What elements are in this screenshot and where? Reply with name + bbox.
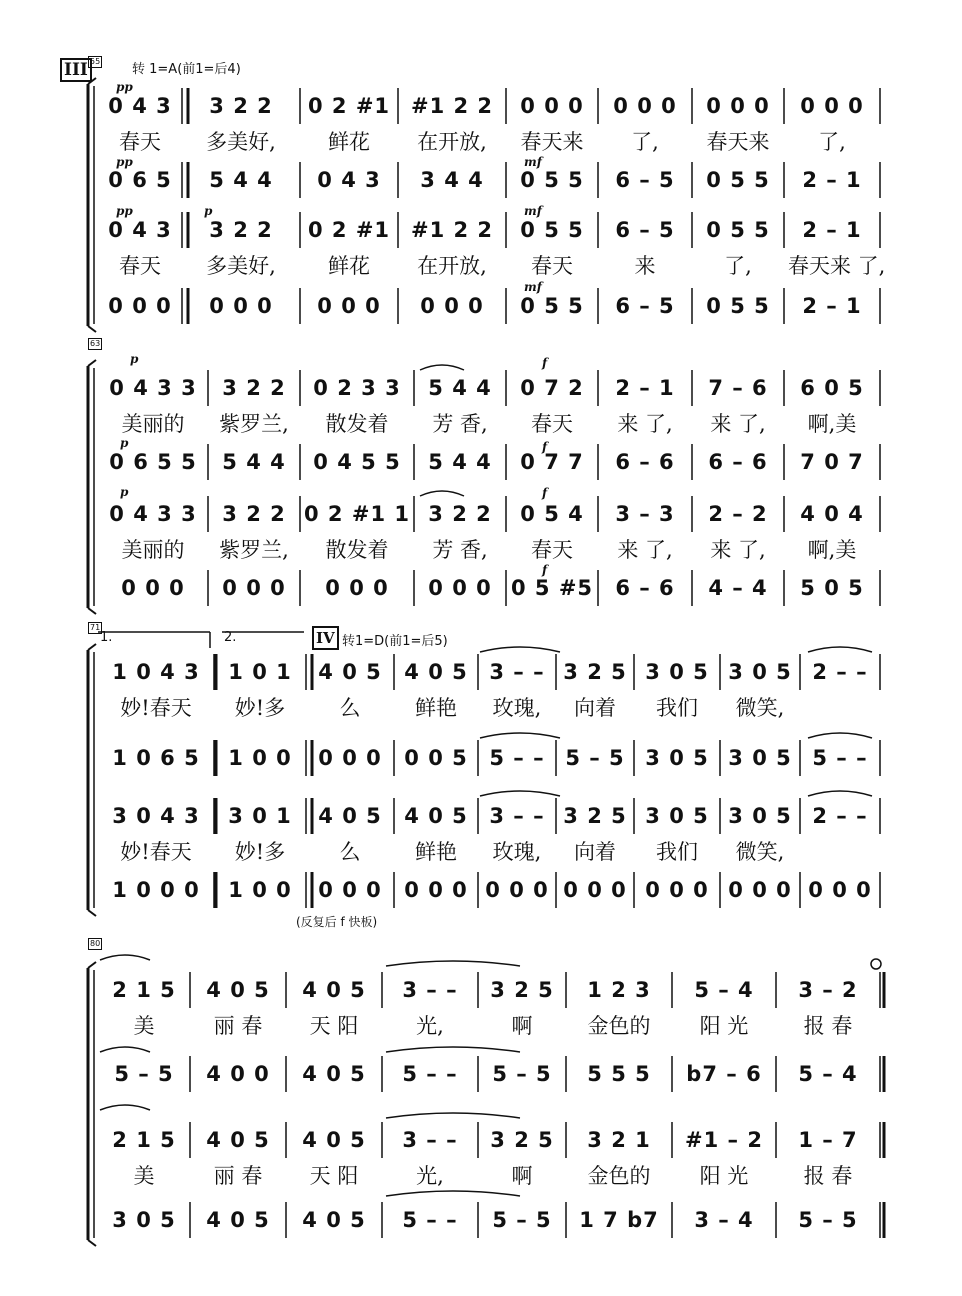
measure-notes: 3 2 2 xyxy=(222,376,286,400)
measure-notes: 6 – 6 xyxy=(615,450,675,474)
measure-notes: 3 – – xyxy=(402,1128,458,1152)
measure-notes: 5 4 4 xyxy=(428,450,492,474)
measure-notes: 0 7 7 xyxy=(520,450,584,474)
measure-lyrics: 金色的 xyxy=(587,1014,651,1038)
tie-slur xyxy=(480,733,560,738)
measure-notes: 5 – – xyxy=(489,746,545,770)
measure-lyrics: 啊,美 xyxy=(807,412,857,436)
measure-number-63: 63 xyxy=(90,339,101,348)
measure-notes: 4 0 5 xyxy=(318,660,382,684)
measure-notes: 6 – 5 xyxy=(615,218,675,242)
measure-lyrics: 光, xyxy=(416,1014,444,1038)
measure-notes: #1 2 2 xyxy=(410,94,494,118)
tie-slur xyxy=(386,1113,520,1118)
measure-notes: 3 2 2 xyxy=(209,94,273,118)
tie-slur xyxy=(480,791,560,796)
measure-lyrics: 鲜艳 xyxy=(415,696,457,720)
measure-notes: 3 0 5 xyxy=(112,1208,176,1232)
measure-notes: 5 – 4 xyxy=(694,978,754,1002)
section-marker-IV: IV xyxy=(312,626,339,650)
measure-notes: 5 – 5 xyxy=(492,1062,552,1086)
measure-notes: 5 4 4 xyxy=(222,450,286,474)
measure-lyrics: 散发着 xyxy=(325,538,389,562)
measure-notes: 5 – 5 xyxy=(798,1208,858,1232)
measure-notes: 2 – 1 xyxy=(802,294,862,318)
measure-notes: 4 0 5 xyxy=(206,1208,270,1232)
measure-lyrics: 么 xyxy=(339,696,361,720)
measure-notes: 2 – – xyxy=(812,804,868,828)
measure-lyrics: 春天 xyxy=(531,412,573,436)
measure-notes: 0 0 0 xyxy=(108,294,172,318)
measure-notes: 1 0 6 5 xyxy=(112,746,200,770)
measure-lyrics: 来 了, xyxy=(617,412,673,436)
dynamic-p-2: p xyxy=(130,352,139,366)
measure-lyrics: 紫罗兰, xyxy=(219,538,289,562)
measure-notes: 3 – – xyxy=(402,978,458,1002)
measure-lyrics: 啊 xyxy=(511,1164,533,1188)
measure-lyrics: 多美好, xyxy=(206,254,276,278)
measure-number-80: 80 xyxy=(90,939,101,948)
measure-notes: 0 0 0 xyxy=(563,878,627,902)
measure-notes: 4 0 5 xyxy=(302,1128,366,1152)
measure-notes: 4 0 0 xyxy=(206,1062,270,1086)
dynamic-f-2: f xyxy=(542,440,548,454)
measure-notes: 1 7 b7 xyxy=(579,1208,659,1232)
measure-notes: 1 0 0 xyxy=(228,878,292,902)
measure-notes: 5 0 5 xyxy=(800,576,864,600)
measure-lyrics: 春天来 了, xyxy=(788,254,886,278)
measure-notes: 0 0 0 xyxy=(428,576,492,600)
measure-notes: 0 0 0 xyxy=(800,94,864,118)
dynamic-mf-1: mf xyxy=(524,155,542,169)
measure-lyrics: 天 阳 xyxy=(309,1014,359,1038)
measure-notes: 3 – 4 xyxy=(694,1208,754,1232)
measure-notes: 0 5 5 xyxy=(706,218,770,242)
measure-notes: 4 0 5 xyxy=(404,804,468,828)
tie-slur xyxy=(420,491,464,496)
measure-notes: 4 – 4 xyxy=(708,576,768,600)
measure-notes: 3 2 5 xyxy=(490,1128,554,1152)
measure-notes: 3 0 5 xyxy=(645,746,709,770)
measure-notes: 0 4 3 xyxy=(108,218,172,242)
measure-notes: 2 – 1 xyxy=(615,376,675,400)
measure-notes: 1 2 3 xyxy=(587,978,651,1002)
measure-notes: 5 – – xyxy=(402,1208,458,1232)
dynamic-pp-3: pp xyxy=(116,204,133,218)
measure-notes: 3 2 5 xyxy=(563,660,627,684)
measure-lyrics: 了, xyxy=(818,130,846,154)
measure-lyrics: 来 xyxy=(634,254,656,278)
measure-notes: 0 0 0 xyxy=(209,294,273,318)
measure-lyrics: 春天 xyxy=(531,538,573,562)
measure-notes: 5 – 5 xyxy=(114,1062,174,1086)
measure-notes: 3 0 5 xyxy=(728,746,792,770)
measure-notes: 0 0 0 xyxy=(728,878,792,902)
measure-notes: 4 0 5 xyxy=(206,978,270,1002)
measure-notes: 0 0 0 xyxy=(520,94,584,118)
measure-lyrics: 啊 xyxy=(511,1014,533,1038)
measure-lyrics: 芳 香, xyxy=(432,538,488,562)
measure-notes: 0 6 5 xyxy=(108,168,172,192)
measure-lyrics: 妙!多 xyxy=(234,696,286,720)
measure-notes: 0 5 5 xyxy=(706,168,770,192)
measure-notes: 3 2 5 xyxy=(563,804,627,828)
measure-lyrics: 了, xyxy=(631,130,659,154)
measure-notes: 0 2 #1 xyxy=(307,218,391,242)
key-change-D: 转1=D(前1=后5) xyxy=(342,634,448,649)
measure-lyrics: 春天 xyxy=(119,130,161,154)
tie-slur xyxy=(480,647,560,652)
measure-notes: b7 – 6 xyxy=(686,1062,762,1086)
measure-lyrics: 阳 光 xyxy=(699,1164,749,1188)
measure-notes: 0 0 0 xyxy=(613,94,677,118)
measure-lyrics: 么 xyxy=(339,840,361,864)
coda-mark xyxy=(871,959,881,969)
measure-notes: 6 – 5 xyxy=(615,294,675,318)
measure-notes: 3 0 4 3 xyxy=(112,804,200,828)
measure-lyrics: 鲜花 xyxy=(328,130,370,154)
measure-notes: 0 4 3 3 xyxy=(109,376,197,400)
tie-slur xyxy=(386,1191,520,1196)
measure-notes: 2 1 5 xyxy=(112,1128,176,1152)
measure-lyrics: 报 春 xyxy=(803,1014,853,1038)
measure-notes: 4 0 4 xyxy=(800,502,864,526)
measure-lyrics: 啊,美 xyxy=(807,538,857,562)
measure-notes: 5 4 4 xyxy=(209,168,273,192)
measure-notes: 6 – 6 xyxy=(615,576,675,600)
measure-notes: 1 0 4 3 xyxy=(112,660,200,684)
measure-notes: 0 2 3 3 xyxy=(313,376,401,400)
measure-lyrics: 天 阳 xyxy=(309,1164,359,1188)
measure-notes: 2 – 1 xyxy=(802,168,862,192)
measure-notes: 3 – – xyxy=(489,804,545,828)
ending-1-label: 1. xyxy=(100,630,113,645)
measure-notes: 0 0 0 xyxy=(317,294,381,318)
measure-lyrics: 报 春 xyxy=(803,1164,853,1188)
measure-notes: 1 0 1 xyxy=(228,660,292,684)
measure-notes: 0 0 0 xyxy=(325,576,389,600)
measure-notes: 0 2 #1 1 xyxy=(304,502,410,526)
measure-lyrics: 在开放, xyxy=(417,130,487,154)
measure-number-55: 55 xyxy=(90,57,101,66)
measure-notes: 4 0 5 xyxy=(318,804,382,828)
tie-slur xyxy=(808,791,872,796)
measure-notes: 0 4 3 xyxy=(317,168,381,192)
measure-notes: 0 4 5 5 xyxy=(313,450,401,474)
measure-notes: 5 5 5 xyxy=(587,1062,651,1086)
measure-notes: 0 7 2 xyxy=(520,376,584,400)
dynamic-p-4: p xyxy=(120,485,129,499)
ending-2-label: 2. xyxy=(224,630,237,645)
measure-notes: 3 – – xyxy=(489,660,545,684)
measure-notes: 4 0 5 xyxy=(302,1062,366,1086)
key-change-A: 转 1=A(前1=后4) xyxy=(132,62,241,77)
measure-notes: 6 – 5 xyxy=(615,168,675,192)
measure-notes: 4 0 5 xyxy=(302,1208,366,1232)
measure-notes: 6 0 5 xyxy=(800,376,864,400)
bracket-bottom-curl xyxy=(88,1240,96,1246)
measure-notes: 4 0 5 xyxy=(404,660,468,684)
measure-notes: 3 0 5 xyxy=(645,804,709,828)
measure-notes: 5 4 4 xyxy=(428,376,492,400)
bracket-bottom-curl xyxy=(88,910,96,916)
measure-lyrics: 我们 xyxy=(656,840,698,864)
measure-lyrics: 美丽的 xyxy=(121,412,185,436)
measure-notes: #1 – 2 xyxy=(685,1128,763,1152)
measure-notes: 0 5 #5 xyxy=(510,576,594,600)
measure-notes: 1 0 0 xyxy=(228,746,292,770)
measure-lyrics: 妙!多 xyxy=(234,840,286,864)
measure-lyrics: 春天 xyxy=(531,254,573,278)
measure-lyrics: 微笑, xyxy=(735,696,785,720)
measure-lyrics: 阳 光 xyxy=(699,1014,749,1038)
tempo-note: (反复后 f 快板) xyxy=(296,915,378,929)
measure-notes: 0 0 0 xyxy=(121,576,185,600)
measure-lyrics: 向着 xyxy=(574,840,616,864)
measure-lyrics: 向着 xyxy=(574,696,616,720)
measure-lyrics: 妙!春天 xyxy=(120,696,192,720)
measure-notes: 3 0 5 xyxy=(728,660,792,684)
measure-notes: 0 5 5 xyxy=(520,168,584,192)
dynamic-mf-3: mf xyxy=(524,280,542,294)
measure-lyrics: 微笑, xyxy=(735,840,785,864)
bracket-top-curl xyxy=(88,78,96,84)
measure-notes: 3 2 5 xyxy=(490,978,554,1002)
measure-notes: 0 0 0 xyxy=(706,94,770,118)
measure-notes: #1 2 2 xyxy=(410,218,494,242)
measure-notes: 3 4 4 xyxy=(420,168,484,192)
measure-notes: 2 – 2 xyxy=(708,502,768,526)
bracket-top-curl xyxy=(88,360,96,366)
measure-notes: 3 – 3 xyxy=(615,502,675,526)
measure-lyrics: 金色的 xyxy=(587,1164,651,1188)
measure-lyrics: 多美好, xyxy=(206,130,276,154)
measure-notes: 4 0 5 xyxy=(302,978,366,1002)
tie-slur xyxy=(100,1105,150,1110)
measure-lyrics: 来 了, xyxy=(710,538,766,562)
measure-notes: 0 5 5 xyxy=(520,294,584,318)
measure-notes: 0 0 0 xyxy=(645,878,709,902)
measure-notes: 3 – 2 xyxy=(798,978,858,1002)
measure-notes: 3 2 2 xyxy=(428,502,492,526)
measure-notes: 0 0 5 xyxy=(404,746,468,770)
measure-lyrics: 散发着 xyxy=(325,412,389,436)
measure-notes: 5 – 5 xyxy=(492,1208,552,1232)
measure-lyrics: 丽 春 xyxy=(213,1164,263,1188)
measure-notes: 2 – 1 xyxy=(802,218,862,242)
measure-lyrics: 妙!春天 xyxy=(120,840,192,864)
measure-notes: 0 0 0 xyxy=(404,878,468,902)
measure-lyrics: 在开放, xyxy=(417,254,487,278)
measure-notes: 1 – 7 xyxy=(798,1128,858,1152)
dynamic-p-1: p xyxy=(204,204,213,218)
measure-notes: 3 2 1 xyxy=(587,1128,651,1152)
measure-lyrics: 光, xyxy=(416,1164,444,1188)
measure-lyrics: 春天来 xyxy=(706,130,770,154)
measure-notes: 6 – 6 xyxy=(708,450,768,474)
measure-lyrics: 来 了, xyxy=(617,538,673,562)
measure-lyrics: 美 xyxy=(133,1014,155,1038)
measure-notes: 5 – 5 xyxy=(565,746,625,770)
measure-notes: 3 0 5 xyxy=(645,660,709,684)
measure-notes: 0 5 5 xyxy=(706,294,770,318)
bracket-top-curl xyxy=(88,962,96,968)
measure-notes: 0 6 5 5 xyxy=(109,450,197,474)
measure-lyrics: 我们 xyxy=(656,696,698,720)
measure-lyrics: 了, xyxy=(724,254,752,278)
measure-notes: 0 4 3 3 xyxy=(109,502,197,526)
measure-lyrics: 玫瑰, xyxy=(492,840,542,864)
measure-notes: 2 1 5 xyxy=(112,978,176,1002)
bracket-bottom-curl xyxy=(88,326,96,332)
tie-slur xyxy=(100,955,150,960)
tie-slur xyxy=(386,1047,520,1052)
section-marker-III: III xyxy=(60,58,92,82)
tie-slur xyxy=(100,1047,150,1052)
measure-notes: 0 0 0 xyxy=(318,878,382,902)
measure-notes: 0 5 4 xyxy=(520,502,584,526)
tie-slur xyxy=(808,733,872,738)
measure-notes: 5 – – xyxy=(812,746,868,770)
measure-lyrics: 鲜艳 xyxy=(415,840,457,864)
measure-lyrics: 芳 香, xyxy=(432,412,488,436)
dynamic-pp-2: pp xyxy=(116,155,133,169)
measure-notes: 1 0 0 0 xyxy=(112,878,200,902)
measure-notes: 2 – – xyxy=(812,660,868,684)
measure-notes: 4 0 5 xyxy=(206,1128,270,1152)
dynamic-pp-1: pp xyxy=(116,80,133,94)
measure-lyrics: 美丽的 xyxy=(121,538,185,562)
dynamic-f-4: f xyxy=(542,563,548,577)
measure-lyrics: 春天来 xyxy=(520,130,584,154)
tie-slur xyxy=(386,961,520,966)
bracket-bottom-curl xyxy=(88,608,96,614)
measure-notes: 0 0 0 xyxy=(485,878,549,902)
measure-notes: 0 0 0 xyxy=(222,576,286,600)
measure-lyrics: 鲜花 xyxy=(328,254,370,278)
measure-notes: 3 2 2 xyxy=(209,218,273,242)
measure-notes: 5 – 4 xyxy=(798,1062,858,1086)
measure-lyrics: 美 xyxy=(133,1164,155,1188)
measure-lyrics: 春天 xyxy=(119,254,161,278)
measure-lyrics: 丽 春 xyxy=(213,1014,263,1038)
measure-notes: 0 0 0 xyxy=(318,746,382,770)
dynamic-f-3: f xyxy=(542,486,548,500)
measure-notes: 0 0 0 xyxy=(808,878,872,902)
measure-notes: 0 5 5 xyxy=(520,218,584,242)
dynamic-f-1: f xyxy=(542,356,548,370)
measure-lyrics: 玫瑰, xyxy=(492,696,542,720)
dynamic-p-3: p xyxy=(120,436,129,450)
tie-slur xyxy=(420,365,464,370)
measure-number-71: 71 xyxy=(90,623,101,632)
dynamic-mf-2: mf xyxy=(524,204,542,218)
measure-notes: 0 0 0 xyxy=(420,294,484,318)
measure-notes: 3 2 2 xyxy=(222,502,286,526)
measure-notes: 5 – – xyxy=(402,1062,458,1086)
measure-notes: 0 4 3 xyxy=(108,94,172,118)
measure-notes: 3 0 1 xyxy=(228,804,292,828)
tie-slur xyxy=(808,647,872,652)
measure-notes: 7 – 6 xyxy=(708,376,768,400)
measure-lyrics: 紫罗兰, xyxy=(219,412,289,436)
measure-notes: 0 2 #1 xyxy=(307,94,391,118)
bracket-top-curl xyxy=(88,644,96,650)
measure-lyrics: 来 了, xyxy=(710,412,766,436)
measure-notes: 3 0 5 xyxy=(728,804,792,828)
measure-notes: 7 0 7 xyxy=(800,450,864,474)
